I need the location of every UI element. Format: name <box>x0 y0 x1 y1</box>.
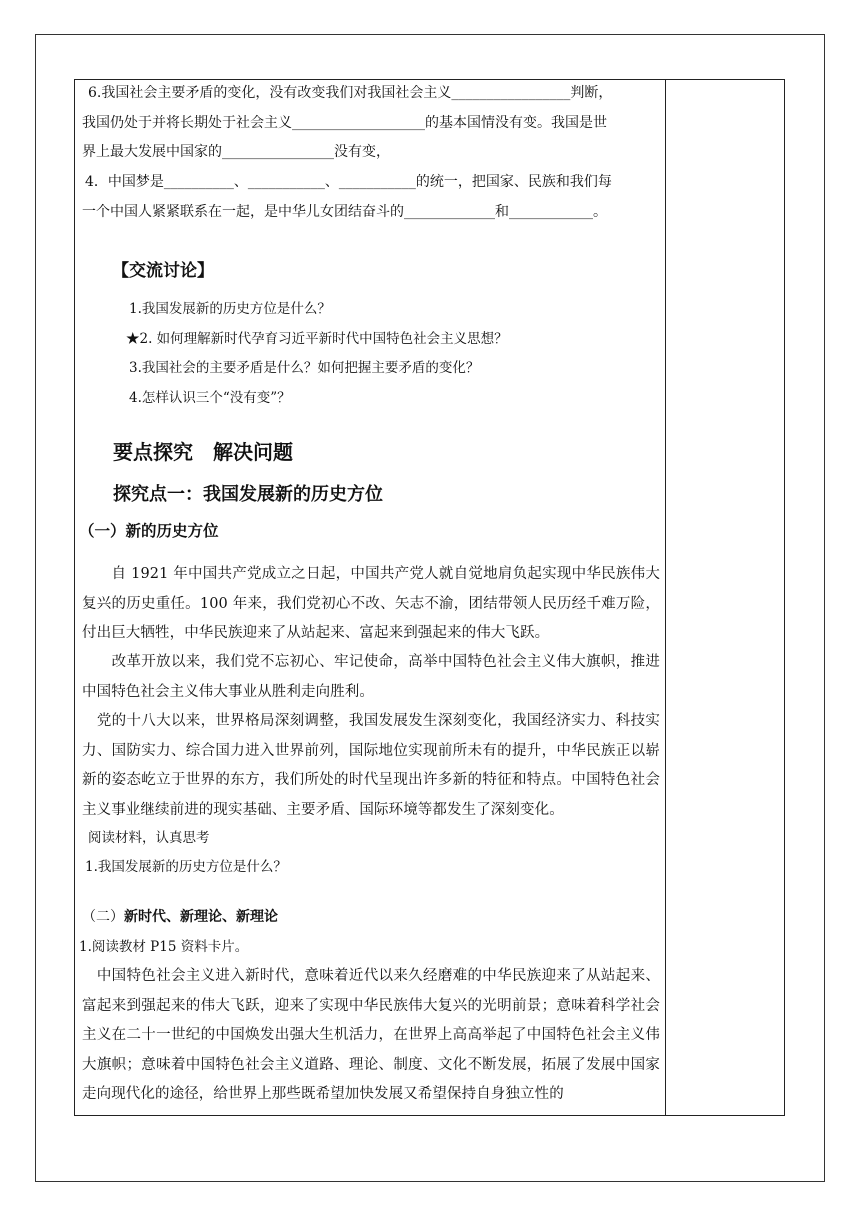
fill-item-4-line-1: 4．中国梦是__________、___________、___________的统一，把国家、民族和我们每 <box>85 174 612 190</box>
card-reference: 1.阅读教材 P15 资料卡片。 <box>79 939 249 955</box>
fill-item-6-line-1: 6.我国社会主要矛盾的变化，没有改变我们对我国社会主义_________________判断， <box>88 85 613 101</box>
discussion-question-4: 4.怎样认识三个“没有变”？ <box>129 390 291 406</box>
discussion-question-3: 3.我国社会的主要矛盾是什么？如何把握主要矛盾的变化？ <box>129 360 480 376</box>
table-column-divider <box>665 79 666 1116</box>
discussion-question-1: 1.我国发展新的历史方位是什么？ <box>129 301 331 317</box>
reading-question-1: 1.我国发展新的历史方位是什么？ <box>85 859 287 875</box>
paragraph-2: 改革开放以来，我们党不忘初心、牢记使命，高举中国特色社会主义伟大旗帜，推进中国特色社会主义伟大事业从胜利走向胜利。 <box>82 654 660 700</box>
paragraph-4: 中国特色社会主义进入新时代，意味着近代以来久经磨难的中华民族迎来了从站起来、富起来到强起来的伟大飞跃，迎来了实现中华民族伟大复兴的光明前景；意味着科学社会主义在二十一世纪的中国焕发出强大生机活力，在世界上高高举起了中国特色社会主义伟大旗帜；意味着中国特色社会主义道路、理论、制度、文化不断发展，拓展了发展中国家走向现代化的途径，给世界上那些既希望加快发展又希望保持自身独立性的 <box>82 968 660 1102</box>
explore-point-1-title: 探究点一：我国发展新的历史方位 <box>113 484 383 505</box>
paragraph-3: 党的十八大以来，世界格局深刻调整，我国发展发生深刻变化，我国经济实力、科技实力、国防实力、综合国力进入世界前列，国际地位实现前所未有的提升，中华民族正以崭新的姿态屹立于世界的东方，我们所处的时代呈现出许多新的特征和特点。中国特色社会主义事业继续前进的现实基础、主要矛盾、国际环境等都发生了深刻变化。 <box>82 713 660 818</box>
subsection-2-prefix: （二） <box>82 909 124 925</box>
fill-item-4-line-2: 一个中国人紧紧联系在一起，是中华儿女团结奋斗的_____________和____________。 <box>82 204 607 220</box>
discussion-question-2: ★2. 如何理解新时代孕育习近平新时代中国特色社会主义思想？ <box>126 331 508 347</box>
subsection-2-heading <box>82 907 278 927</box>
reading-prompt: 阅读材料，认真思考 <box>88 830 210 846</box>
section-title: 要点探究 解决问题 <box>113 440 293 464</box>
discussion-title: 【交流讨论】 <box>112 261 214 281</box>
subsection-2-title: 新时代、新理论、新理论 <box>124 909 278 925</box>
fill-item-6-line-3: 界上最大发展中国家的________________没有变， <box>82 144 390 160</box>
paragraph-1: 自 1921 年中国共产党成立之日起，中国共产党人就自觉地肩负起实现中华民族伟大复兴的历史重任。100 年来，我们党初心不改、矢志不渝，团结带领人民历经千难万险，付出巨大牺牲，中华民族迎来了从站起来、富起来到强起来的伟大飞跃。 <box>82 566 660 641</box>
fill-item-6-line-2: 我国仍处于并将长期处于社会主义___________________的基本国情没有变。我国是世 <box>82 115 607 131</box>
subsection-1-title: （一）新的历史方位 <box>79 521 219 540</box>
